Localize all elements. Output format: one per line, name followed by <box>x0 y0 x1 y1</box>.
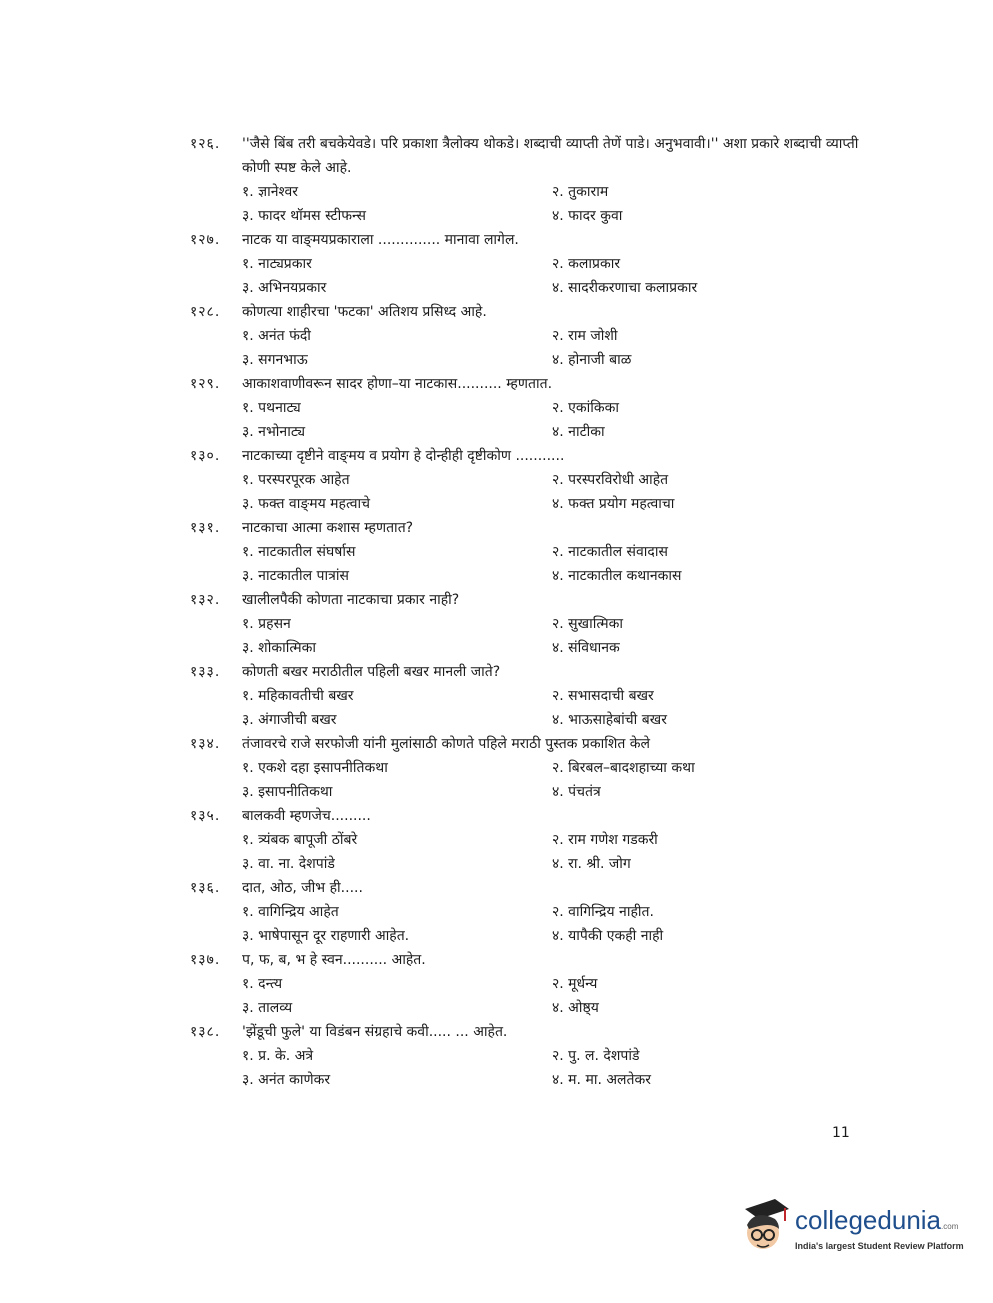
question-list <box>190 132 870 1092</box>
answer-option: २. नाटकातील संवादास <box>552 544 668 560</box>
question-number: १३७. <box>190 952 221 968</box>
question-text: नाटकाचा आत्मा कशास म्हणतात? <box>242 520 414 536</box>
answer-option: ४. फादर कुवा <box>552 208 623 224</box>
answer-option: १. अनंत फंदी <box>242 328 311 344</box>
question-item <box>190 132 870 228</box>
option-grid <box>242 540 870 588</box>
question-number: १३०. <box>190 448 221 464</box>
answer-option: १. एकशे दहा इसापनीतिकथा <box>242 760 388 776</box>
question-text: खालीलपैकी कोणता नाटकाचा प्रकार नाही? <box>242 592 460 608</box>
question-number: १३२. <box>190 592 221 608</box>
question-item <box>190 660 870 732</box>
question-number: १३६. <box>190 880 221 896</box>
question-header <box>190 132 870 180</box>
answer-option: ३. फक्त वाङ्‌मय महत्वाचे <box>242 496 370 512</box>
answer-option: २. पु. ल. देशपांडे <box>552 1048 640 1064</box>
answer-option: २. राम जोशी <box>552 328 618 344</box>
logo-suffix: .com <box>941 1222 959 1231</box>
answer-option: १. नाटकातील संघर्षास <box>242 544 356 560</box>
answer-option: १. वागिन्द्रिय आहेत <box>242 904 339 920</box>
answer-option: १. प्रहसन <box>242 616 291 632</box>
question-number: १३८. <box>190 1024 221 1040</box>
question-number: १३५. <box>190 808 221 824</box>
answer-option: १. पथनाट्य <box>242 400 301 416</box>
question-item <box>190 804 870 876</box>
question-item <box>190 372 870 444</box>
option-grid <box>242 612 870 660</box>
question-number: १२७. <box>190 232 221 248</box>
collegedunia-logo <box>735 1195 965 1265</box>
answer-option: २. वागिन्द्रिय नाहीत. <box>552 904 654 920</box>
question-item <box>190 948 870 1020</box>
question-header <box>190 300 870 324</box>
question-item <box>190 588 870 660</box>
question-header <box>190 444 870 468</box>
question-header <box>190 804 870 828</box>
answer-option: २. मूर्धन्य <box>552 976 598 992</box>
question-number: १२९. <box>190 376 221 392</box>
answer-option: ४. म. मा. अलतेकर <box>552 1072 651 1088</box>
option-grid <box>242 324 870 372</box>
answer-option: २. तुकाराम <box>552 184 609 200</box>
option-grid <box>242 396 870 444</box>
question-text: दात, ओठ, जीभ ही..... <box>242 880 363 896</box>
answer-option: ४. ओष्ठ्य <box>552 1000 599 1016</box>
answer-option: ३. शोकात्मिका <box>242 640 317 656</box>
answer-option: ३. भाषेपासून दूर राहणारी आहेत. <box>242 928 410 944</box>
answer-option: ४. नाटकातील कथानकास <box>552 568 682 584</box>
logo-tagline: India's largest Student Review Platform <box>795 1241 964 1251</box>
answer-option: ३. फादर थॉमस स्टीफन्स <box>242 208 366 224</box>
question-item <box>190 300 870 372</box>
answer-option: ४. यापैकी एकही नाही <box>552 928 664 944</box>
answer-option: १. नाट्यप्रकार <box>242 256 312 272</box>
option-grid <box>242 900 870 948</box>
answer-option: २. सुखात्मिका <box>552 616 624 632</box>
answer-option: ३. अंगाजीची बखर <box>242 712 337 728</box>
answer-option: १. प्र. के. अत्रे <box>242 1048 314 1064</box>
question-item <box>190 444 870 516</box>
question-header <box>190 372 870 396</box>
question-text: नाटकाच्या दृष्टीने वाङ्‌मय व प्रयोग हे दोन्हीही दृष्टीकोण ........... <box>242 448 565 464</box>
answer-option: ३. तालव्य <box>242 1000 293 1016</box>
answer-option: ४. सादरीकरणाचा कलाप्रकार <box>552 280 698 296</box>
option-grid <box>242 180 870 228</box>
option-grid <box>242 252 870 300</box>
answer-option: १. महिकावतीची बखर <box>242 688 354 704</box>
answer-option: ४. होनाजी बाळ <box>552 352 632 368</box>
answer-option: २. कलाप्रकार <box>552 256 621 272</box>
answer-option: ४. भाऊसाहेबांची बखर <box>552 712 667 728</box>
option-grid <box>242 972 870 1020</box>
answer-option: ४. फक्त प्रयोग महत्वाचा <box>552 496 675 512</box>
question-text: आकाशवाणीवरून सादर होणा–या नाटकास.......... म्हणतात. <box>242 376 553 392</box>
question-number: १३१. <box>190 520 221 536</box>
answer-option: १. ज्ञानेश्वर <box>242 184 299 200</box>
question-item <box>190 876 870 948</box>
question-text: नाटक या वाङ्‌मयप्रकाराला .............. मानावा लागेल. <box>242 232 519 248</box>
answer-option: २. बिरबल–बादशहाच्या कथा <box>552 760 695 776</box>
answer-option: ४. संविधानक <box>552 640 620 656</box>
question-text: प, फ, ब, भ हे स्वन.......... आहेत. <box>242 952 426 968</box>
answer-option: १. दन्त्य <box>242 976 283 992</box>
question-item <box>190 228 870 300</box>
question-number: १२६. <box>190 136 221 152</box>
option-grid <box>242 684 870 732</box>
question-header <box>190 516 870 540</box>
question-header <box>190 876 870 900</box>
question-header <box>190 228 870 252</box>
question-number: १३३. <box>190 664 221 680</box>
question-header <box>190 732 870 756</box>
question-text: ''जैसे बिंब तरी बचकेयेवडे। परि प्रकाशा त्रैलोक्य थोकडे। शब्दाची व्याप्ती तेणें पाडे। अनुभवावी।'' अशा प्रकारे शब्दाची व्याप्ती कोणी स्पष्ट केले आहे. <box>242 136 859 176</box>
answer-option: २. सभासदाची बखर <box>552 688 654 704</box>
option-grid <box>242 1044 870 1092</box>
question-text: बालकवी म्हणजेच......... <box>242 808 371 824</box>
question-item <box>190 732 870 804</box>
logo-wordmark <box>795 1205 958 1236</box>
question-number: १२८. <box>190 304 221 320</box>
question-header <box>190 588 870 612</box>
answer-option: २. राम गणेश गडकरी <box>552 832 658 848</box>
answer-option: १. परस्परपूरक आहेत <box>242 472 350 488</box>
question-header <box>190 660 870 684</box>
question-header <box>190 948 870 972</box>
question-text: कोणती बखर मराठीतील पहिली बखर मानली जाते? <box>242 664 501 680</box>
answer-option: २. परस्परविरोधी आहेत <box>552 472 669 488</box>
answer-option: ३. अभिनयप्रकार <box>242 280 327 296</box>
answer-option: २. एकांकिका <box>552 400 620 416</box>
question-text: 'झेंडूची फुले' या विडंबन संग्रहाचे कवी..... ... आहेत. <box>242 1024 508 1040</box>
answer-option: ३. वा. ना. देशपांडे <box>242 856 335 872</box>
answer-option: ४. रा. श्री. जोग <box>552 856 631 872</box>
answer-option: ३. अनंत काणेकर <box>242 1072 331 1088</box>
option-grid <box>242 756 870 804</box>
answer-option: ३. नाटकातील पात्रांस <box>242 568 349 584</box>
answer-option: ३. नभोनाट्य <box>242 424 306 440</box>
question-item <box>190 516 870 588</box>
question-text: तंजावरचे राजे सरफोजी यांनी मुलांसाठी कोणते पहिले मराठी पुस्तक प्रकाशित केले <box>242 736 651 752</box>
question-text: कोणत्या शाहीरचा 'फटका' अतिशय प्रसिध्द आहे. <box>242 304 487 320</box>
answer-option: १. त्र्यंबक बापूजी ठोंबरे <box>242 832 358 848</box>
question-number: १३४. <box>190 736 221 752</box>
option-grid <box>242 468 870 516</box>
answer-option: ३. सगनभाऊ <box>242 352 308 368</box>
question-item <box>190 1020 870 1092</box>
question-header <box>190 1020 870 1044</box>
answer-option: ४. पंचतंत्र <box>552 784 601 800</box>
mascot-logo-icon <box>735 1195 793 1259</box>
option-grid <box>242 828 870 876</box>
answer-option: ४. नाटीका <box>552 424 605 440</box>
page-number: 11 <box>832 1125 850 1141</box>
logo-name: collegedunia <box>795 1205 942 1235</box>
answer-option: ३. इसापनीतिकथा <box>242 784 333 800</box>
